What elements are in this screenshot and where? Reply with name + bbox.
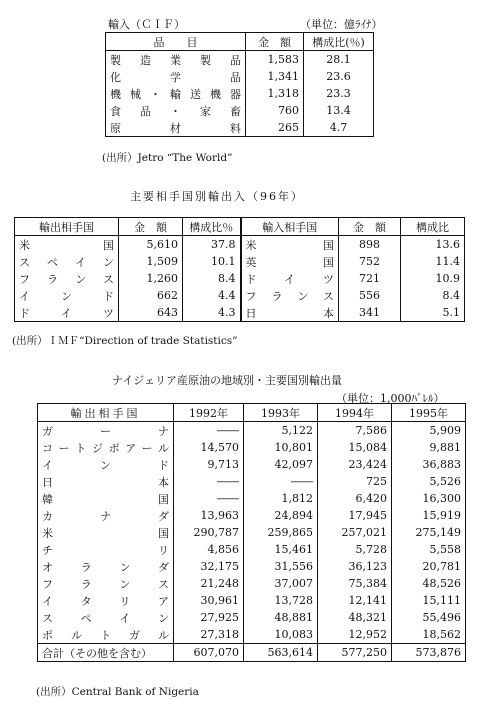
crude-country: フランス [42, 577, 169, 591]
crude-1993: 10,083 [244, 626, 318, 644]
crude-1992: 30,961 [174, 592, 244, 609]
crude-1995: 16,300 [392, 490, 466, 507]
crude-1995: 15,919 [392, 507, 466, 524]
import-amount: 752 [339, 253, 401, 270]
crude-1995: 275,149 [392, 524, 466, 541]
crude-1992: 9,713 [174, 456, 244, 473]
imports-amount: 265 [246, 119, 304, 137]
import-country: 米国 [241, 236, 339, 254]
crude-title: ナイジェリア産原油の地域別・主要国別輸出量 [112, 374, 343, 387]
table-row [38, 524, 466, 541]
export-amount: 1,260 [119, 270, 183, 287]
crude-1993: ―― [244, 473, 318, 490]
export-amount: 1,509 [119, 253, 183, 270]
import-share: 5.1 [401, 304, 465, 322]
partners-header-ex-country: 輸出相手国 [15, 218, 119, 236]
import-country: 英国 [241, 253, 339, 270]
crude-1994: 75,384 [318, 575, 392, 592]
imports-item: 機械・輸送機器 [110, 87, 241, 101]
crude-country: オランダ [42, 560, 169, 574]
export-amount: 5,610 [119, 236, 183, 254]
imports-amount: 1,318 [246, 85, 304, 102]
export-country: フランス [19, 272, 114, 286]
crude-unit: （単位：1,000ﾊﾞﾚﾙ） [336, 392, 445, 405]
partners-header-im-amount: 金 額 [339, 218, 401, 236]
table-row [106, 68, 374, 85]
export-share: 10.1 [183, 253, 241, 270]
crude-1993: 5,122 [244, 422, 318, 440]
crude-country: インド [42, 458, 169, 472]
table-row [15, 236, 465, 254]
table-row [38, 422, 466, 440]
crude-country: コートジボアール [42, 441, 169, 455]
imports-item: 化学品 [110, 70, 241, 84]
partners-header-im-share: 構成比 [401, 218, 465, 236]
imports-amount: 1,341 [246, 68, 304, 85]
table-row [38, 575, 466, 592]
crude-country: スペイン [42, 611, 169, 625]
crude-header-1992: 1992年 [174, 404, 244, 422]
imports-share: 13.4 [304, 102, 374, 119]
crude-total-row [38, 644, 466, 662]
crude-1995: 20,781 [392, 558, 466, 575]
crude-source: (出所）Central Bank of Nigeria [36, 686, 199, 698]
crude-1994: 48,321 [318, 609, 392, 626]
crude-1994: 36,123 [318, 558, 392, 575]
crude-header-1993: 1993年 [244, 404, 318, 422]
partners-table [14, 217, 465, 322]
import-country: ドイツ [241, 270, 339, 287]
table-row [106, 51, 374, 69]
imports-amount: 760 [246, 102, 304, 119]
table-row [38, 558, 466, 575]
imports-amount: 1,583 [246, 51, 304, 69]
crude-1993: 15,461 [244, 541, 318, 558]
import-share: 11.4 [401, 253, 465, 270]
table-row [38, 439, 466, 456]
crude-total-1995: 573,876 [392, 644, 466, 662]
table-row [15, 270, 465, 287]
table-row [38, 626, 466, 644]
import-country: 日本 [241, 304, 339, 322]
partners-header-ex-amount: 金 額 [119, 218, 183, 236]
crude-country: 米国 [42, 526, 169, 540]
partners-header-ex-share: 構成比％ [183, 218, 241, 236]
import-share: 8.4 [401, 287, 465, 304]
imports-item: 原材料 [110, 121, 241, 135]
crude-1992: 14,570 [174, 439, 244, 456]
crude-1993: 13,728 [244, 592, 318, 609]
partners-source: (出所）ＩＭＦ“Direction of trade Statistics” [12, 335, 238, 347]
crude-1995: 48,526 [392, 575, 466, 592]
crude-1993: 37,007 [244, 575, 318, 592]
table-row [38, 473, 466, 490]
crude-country: カナダ [42, 509, 169, 523]
export-amount: 643 [119, 304, 183, 322]
crude-1992: ―― [174, 422, 244, 440]
crude-1994: 5,728 [318, 541, 392, 558]
crude-1995: 5,909 [392, 422, 466, 440]
imports-header-item: 品 目 [106, 33, 246, 51]
export-share: 37.8 [183, 236, 241, 254]
imports-table [105, 32, 374, 137]
crude-1993: 48,881 [244, 609, 318, 626]
table-row [38, 507, 466, 524]
crude-1992: 13,963 [174, 507, 244, 524]
crude-1994: 6,420 [318, 490, 392, 507]
table-row [38, 541, 466, 558]
crude-1993: 1,812 [244, 490, 318, 507]
export-country: 米国 [19, 238, 114, 252]
import-amount: 898 [339, 236, 401, 254]
crude-1995: 18,562 [392, 626, 466, 644]
crude-country: 日本 [42, 475, 169, 489]
crude-country: ガーナ [42, 424, 169, 438]
crude-country: イタリア [42, 594, 169, 608]
export-share: 4.3 [183, 304, 241, 322]
imports-item: 製造業製品 [110, 53, 241, 67]
crude-total-1994: 577,250 [318, 644, 392, 662]
crude-1992: ―― [174, 490, 244, 507]
table-row [38, 456, 466, 473]
crude-1994: 15,084 [318, 439, 392, 456]
crude-1993: 10,801 [244, 439, 318, 456]
export-share: 4.4 [183, 287, 241, 304]
crude-1992: 21,248 [174, 575, 244, 592]
crude-1993: 42,097 [244, 456, 318, 473]
import-amount: 556 [339, 287, 401, 304]
export-share: 8.4 [183, 270, 241, 287]
import-amount: 341 [339, 304, 401, 322]
crude-1992: 4,856 [174, 541, 244, 558]
import-amount: 721 [339, 270, 401, 287]
crude-1994: 23,424 [318, 456, 392, 473]
table-row [38, 490, 466, 507]
export-country: スペイン [19, 255, 114, 269]
partners-header-row [15, 218, 465, 236]
import-share: 13.6 [401, 236, 465, 254]
import-share: 10.9 [401, 270, 465, 287]
imports-header-amount: 金 額 [246, 33, 304, 51]
crude-1995: 36,883 [392, 456, 466, 473]
crude-1992: ―― [174, 473, 244, 490]
crude-1993: 31,556 [244, 558, 318, 575]
crude-header-country: 輸出相手国 [38, 404, 174, 422]
import-country: フランス [241, 287, 339, 304]
imports-header-row [106, 33, 374, 51]
crude-1994: 17,945 [318, 507, 392, 524]
table-row [15, 287, 465, 304]
crude-total-1992: 607,070 [174, 644, 244, 662]
imports-share: 28.1 [304, 51, 374, 69]
export-amount: 662 [119, 287, 183, 304]
imports-header-share: 構成比(％) [304, 33, 374, 51]
imports-unit: （単位：億ﾗｲﾅ） [300, 18, 383, 31]
export-country: ドイツ [19, 306, 114, 320]
table-row [106, 85, 374, 102]
crude-country: 韓国 [42, 492, 169, 506]
table-row [106, 119, 374, 137]
crude-1992: 27,925 [174, 609, 244, 626]
crude-total-1993: 563,614 [244, 644, 318, 662]
crude-1994: 725 [318, 473, 392, 490]
crude-1995: 5,558 [392, 541, 466, 558]
crude-1993: 24,894 [244, 507, 318, 524]
crude-country: チリ [42, 543, 169, 557]
crude-header-1995: 1995年 [392, 404, 466, 422]
imports-share: 23.3 [304, 85, 374, 102]
crude-1992: 290,787 [174, 524, 244, 541]
export-country: インド [19, 289, 114, 303]
crude-1993: 259,865 [244, 524, 318, 541]
table-row [15, 304, 465, 322]
crude-1994: 12,141 [318, 592, 392, 609]
imports-item: 食品・家畜 [110, 104, 241, 118]
crude-body [38, 422, 466, 644]
table-row [38, 592, 466, 609]
crude-1992: 32,175 [174, 558, 244, 575]
crude-1994: 257,021 [318, 524, 392, 541]
crude-1995: 55,496 [392, 609, 466, 626]
crude-1992: 27,318 [174, 626, 244, 644]
imports-share: 4.7 [304, 119, 374, 137]
partners-title: 主要相手国別輸出入（96年） [130, 190, 304, 203]
table-row [106, 102, 374, 119]
crude-table [37, 403, 466, 662]
table-row [15, 253, 465, 270]
crude-1994: 7,586 [318, 422, 392, 440]
imports-share: 23.6 [304, 68, 374, 85]
imports-title: 輸入（ＣＩＦ） [108, 18, 185, 31]
table-row [38, 609, 466, 626]
partners-header-im-country: 輸入相手国 [241, 218, 339, 236]
crude-country: ポルトガル [42, 628, 169, 642]
imports-source: (出所）Jetro “The World” [102, 152, 233, 164]
crude-1995: 9,881 [392, 439, 466, 456]
crude-header-1994: 1994年 [318, 404, 392, 422]
crude-1995: 5,526 [392, 473, 466, 490]
crude-header-row [38, 404, 466, 422]
crude-total-label: 合計（その他を含む） [38, 644, 174, 662]
crude-1995: 15,111 [392, 592, 466, 609]
crude-1994: 12,952 [318, 626, 392, 644]
